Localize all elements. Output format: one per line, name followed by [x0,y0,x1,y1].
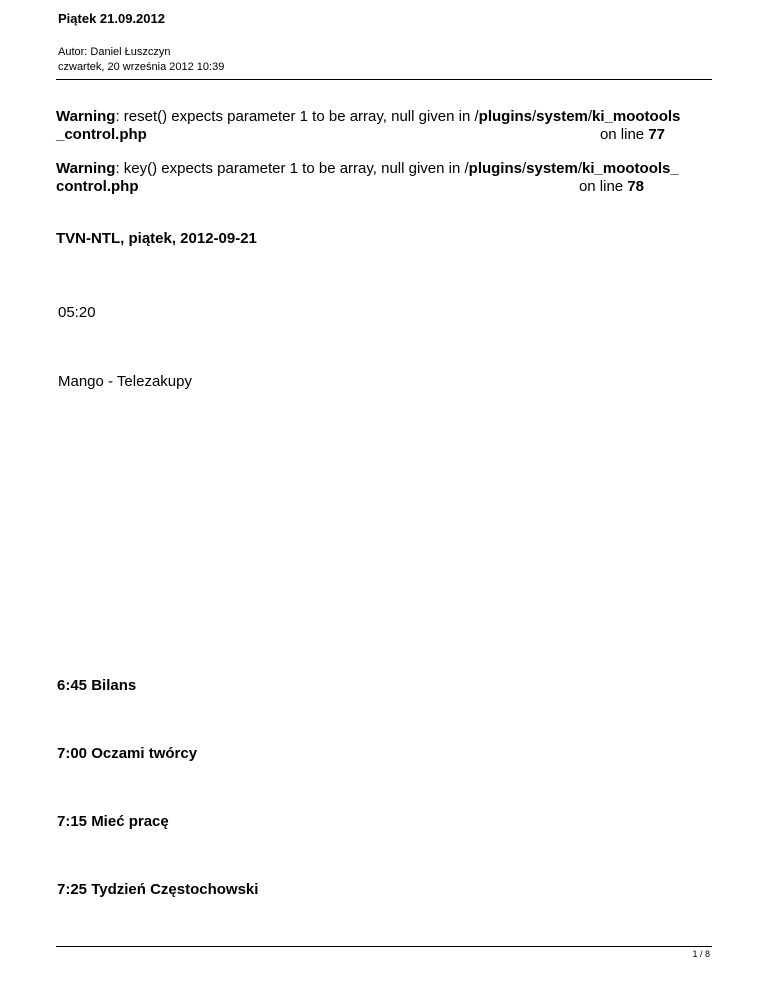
warning-path-sep: / [587,108,593,125]
warning-path-sep: / [532,108,537,125]
author-line: Autor: Daniel Łuszczyn [58,46,171,58]
program-title: Mango - Telezakupy [58,373,192,390]
footer-divider [56,946,712,947]
warning-path-part: ki_mootools_ [582,160,679,177]
article-meta [58,45,224,75]
schedule-item: 6:45 Bilans [57,677,137,694]
warning-message-1 [56,108,712,144]
datetime-line: czwartek, 20 września 2012 10:39 [58,61,225,73]
schedule-item: 7:15 Mieć pracę [57,813,169,830]
warning-path-sep: / [521,160,527,177]
warning-text: : reset() expects parameter 1 to be array, null given in / [115,108,479,125]
warning-path-sep: / [577,160,583,177]
warning-text: : key() expects parameter 1 to be array, null given in / [115,160,469,177]
warning-line-ref [600,126,665,144]
warning-path-part: system [526,160,578,177]
schedule-item: 7:25 Tydzień Częstochowski [57,881,259,898]
on-line-label: on line [578,178,624,195]
warning-message-2 [56,160,712,196]
warning-path-part: plugins [478,108,532,125]
page-number: 1 / 8 [692,949,710,959]
warning-path-part: _control.php [56,126,147,143]
header-divider [56,79,712,80]
warning-path-part: plugins [468,160,522,177]
line-number: 78 [627,178,644,195]
warning-line-ref [579,178,644,196]
warning-label: Warning [56,108,116,125]
warning-path-part: ki_mootools [592,108,681,125]
schedule-title: TVN-NTL, piątek, 2012-09-21 [56,230,257,247]
program-time: 05:20 [58,304,96,321]
warning-path-part: control.php [56,178,139,195]
page-title: Piątek 21.09.2012 [58,11,165,26]
schedule-item: 7:00 Oczami twórcy [57,745,198,762]
warning-label: Warning [56,160,116,177]
line-number: 77 [648,126,665,143]
on-line-label: on line [599,126,645,143]
warning-path-part: system [536,108,588,125]
